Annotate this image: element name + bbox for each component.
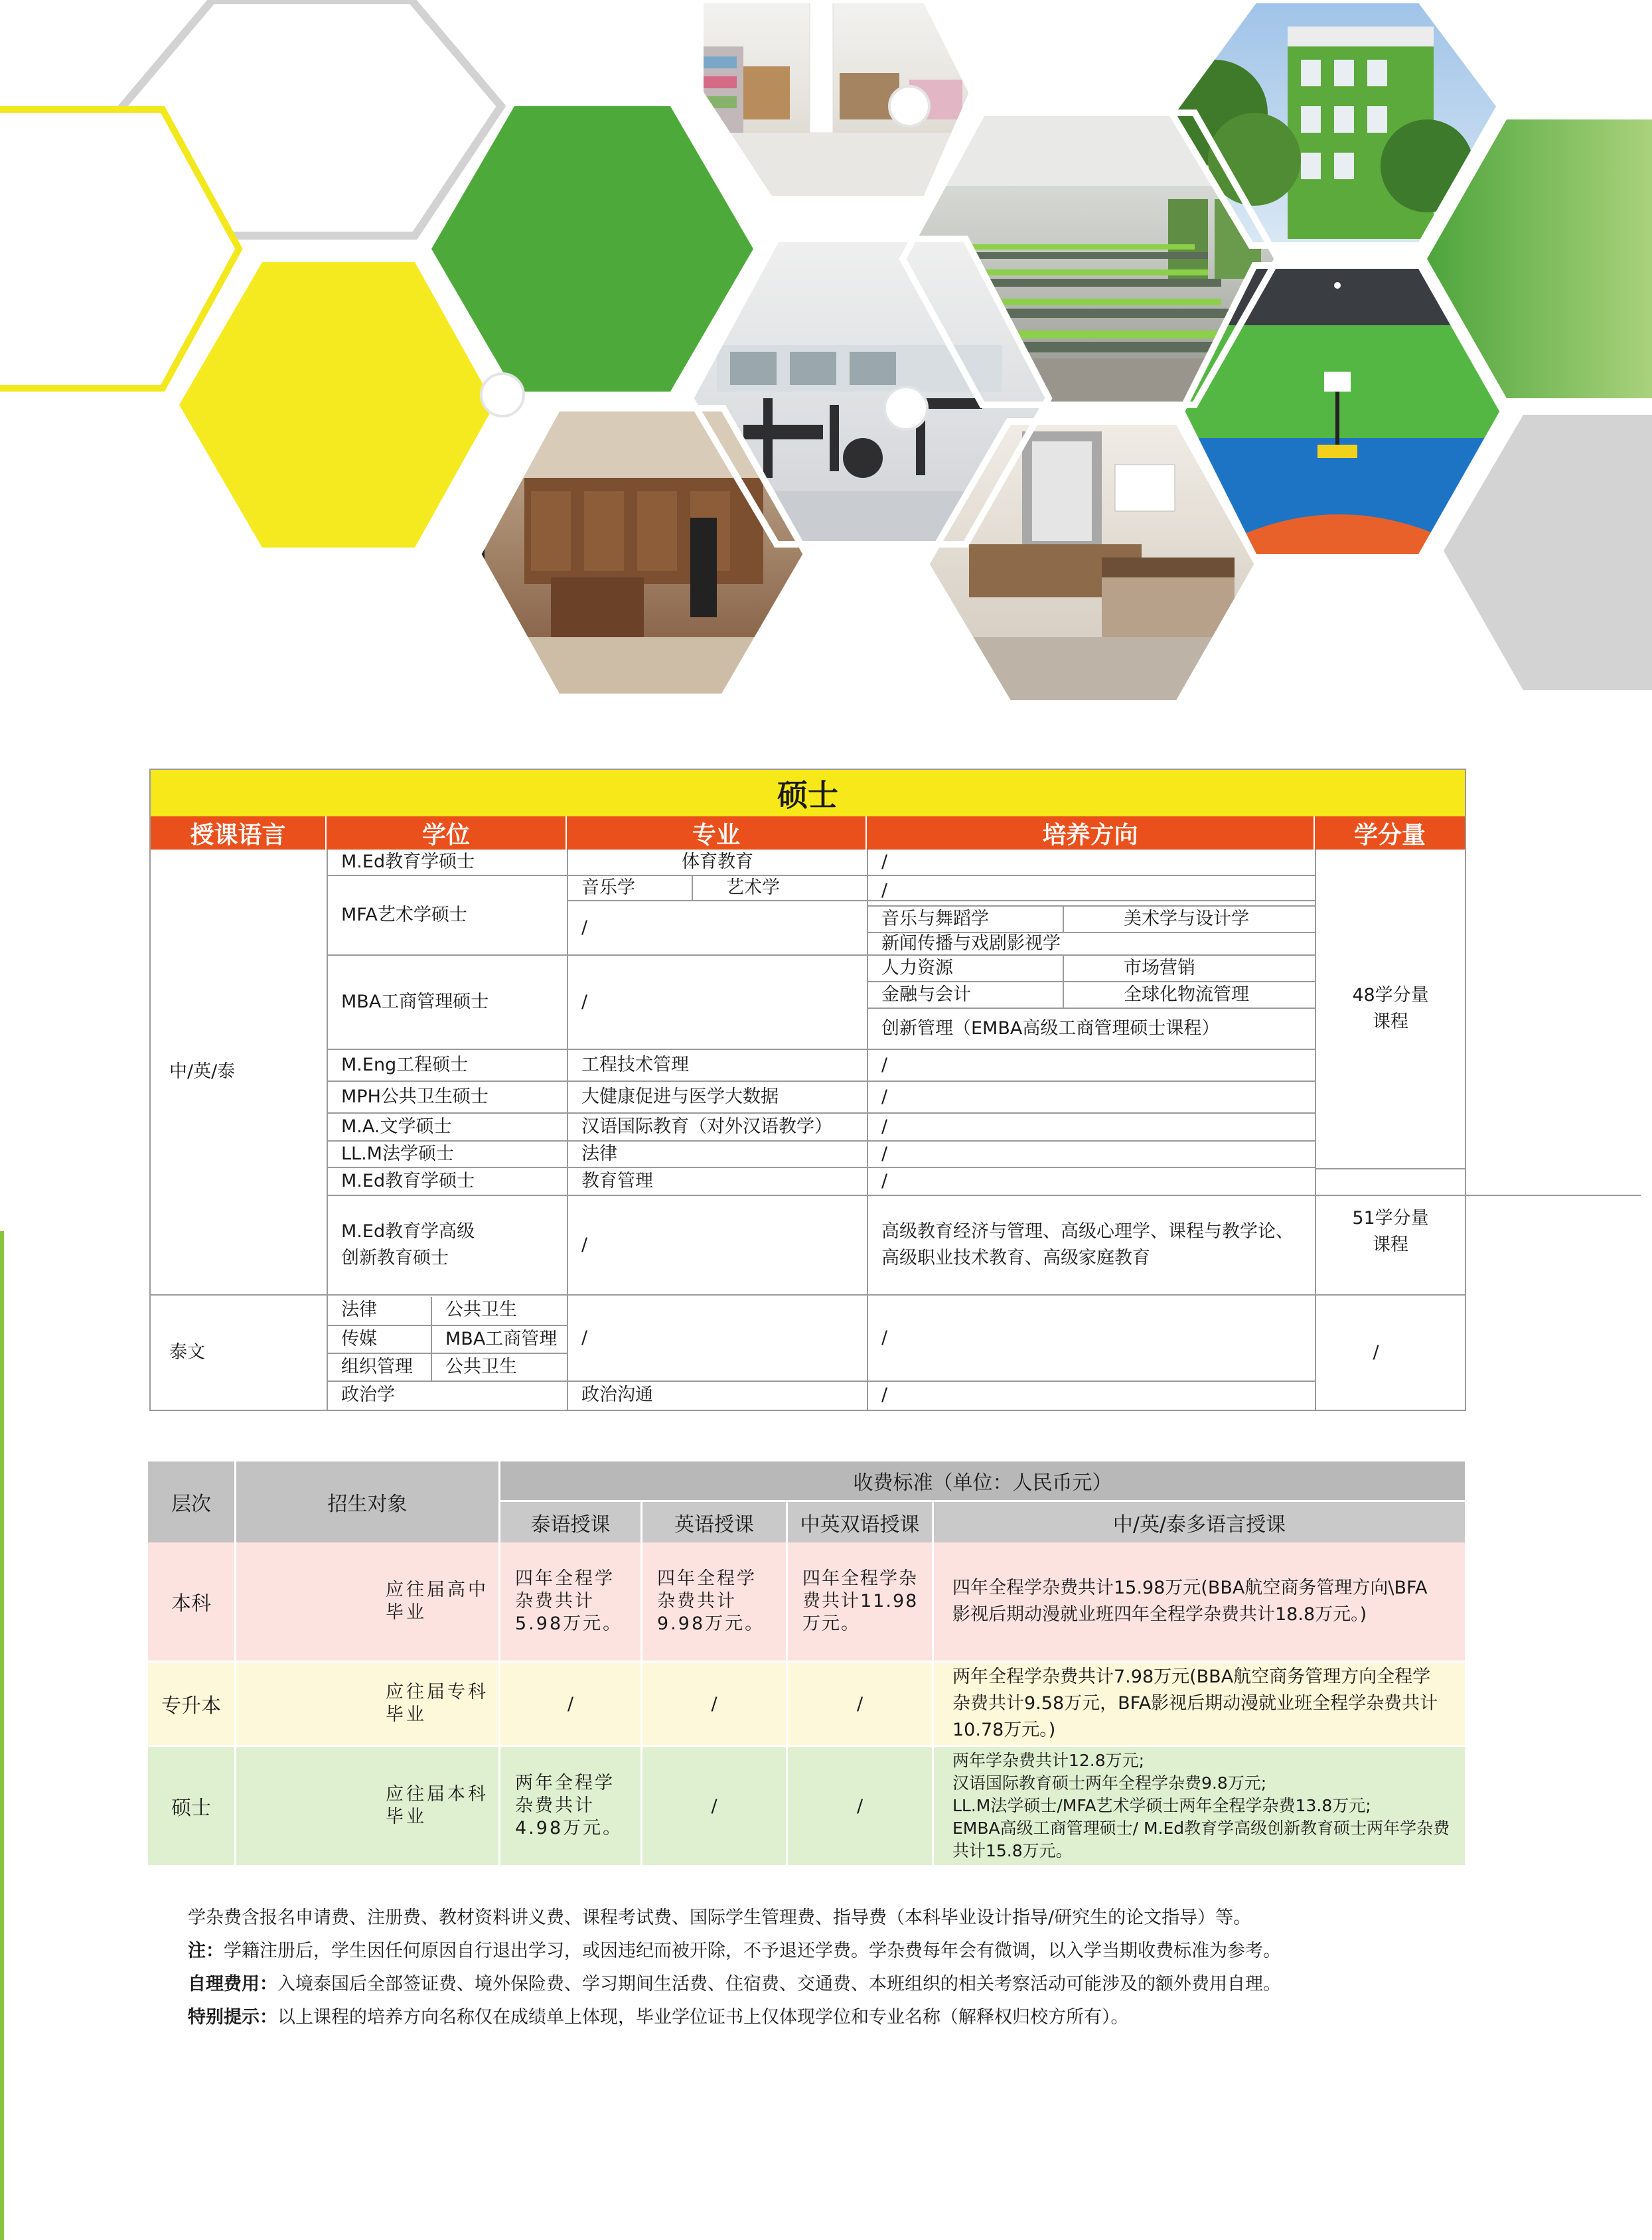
fee-row-master-bilingual: / bbox=[856, 1795, 864, 1817]
dir-thai-slash: / bbox=[881, 1327, 888, 1348]
major-pe: 体育教育 bbox=[682, 852, 753, 872]
thai-degree-media: 传媒 bbox=[341, 1329, 377, 1349]
degree-med: M.Ed教育学硕士 bbox=[341, 852, 475, 872]
note-fee-includes: 学杂费含报名申请费、注册费、教材资料讲义费、课程考试费、国际学生管理费、指导费（本科毕业设计指导/研究生的论文指导）等。 bbox=[188, 1907, 1252, 1928]
major-politics-comm: 政治沟通 bbox=[581, 1384, 653, 1405]
degree-llm: LL.M法学硕士 bbox=[341, 1144, 454, 1164]
thai-degree-mba: MBA工商管理 bbox=[445, 1329, 558, 1349]
dir-journalism: 新闻传播与戏剧影视学 bbox=[881, 933, 1061, 954]
dir-marketing: 市场营销 bbox=[1124, 958, 1195, 978]
credits-48: 48学分量 课程 bbox=[1352, 985, 1429, 1032]
lang-cn-en-th: 中/英/泰 bbox=[169, 1061, 236, 1082]
degree-mph: MPH公共卫生硕士 bbox=[341, 1086, 488, 1107]
degree-ma: M.A.文学硕士 bbox=[341, 1116, 452, 1137]
degree-mba: MBA工商管理硕士 bbox=[341, 992, 489, 1012]
degree-meng: M.Eng工程硕士 bbox=[341, 1055, 469, 1075]
fee-header-target: 招生对象 bbox=[236, 1461, 498, 1542]
fee-sub-multilingual: 中/英/泰多语言授课 bbox=[934, 1502, 1465, 1542]
fee-row-upgrade-bilingual: / bbox=[856, 1693, 864, 1714]
major-health: 大健康促进与医学大数据 bbox=[581, 1086, 779, 1107]
fee-row-upgrade-level: 专升本 bbox=[161, 1694, 221, 1718]
fee-row-upgrade-multilingual: 两年全程学杂费共计7.98万元(BBA航空商务管理方向全程学杂费共计9.58万元，BFA影视后期动漫就业班全程学杂费共计10.78万元。) bbox=[952, 1667, 1438, 1740]
fee-row-bachelor-bilingual: 四年全程学杂费共计11.98万元。 bbox=[802, 1568, 919, 1634]
dir-logistics: 全球化物流管理 bbox=[1124, 984, 1249, 1005]
fee-row-master-multilingual: 两年学杂费共计12.8万元; 汉语国际教育硕士两年全程学杂费9.8万元; LL.M法学硕士/MFA艺术学硕士两年全程学杂费13.8万元; EMBA高级工商管理硕士/ M.Ed教育学高级创新教育硕士两年学杂费共计15.8万元。 bbox=[952, 1751, 1450, 1860]
major-art: 艺术学 bbox=[726, 877, 780, 898]
thai-degree-law: 法律 bbox=[341, 1300, 377, 1320]
thai-degree-public-health-2: 公共卫生 bbox=[445, 1357, 517, 1377]
note-special bbox=[188, 2001, 1449, 2034]
major-mba-slash: / bbox=[581, 992, 588, 1012]
fee-row-bachelor-target: 应往届高中毕业 bbox=[386, 1580, 488, 1623]
header-language: 授课语言 bbox=[151, 816, 327, 850]
fee-row-master-level: 硕士 bbox=[171, 1797, 211, 1820]
dir-politics-slash: / bbox=[881, 1384, 888, 1405]
fee-row-master-target: 应往届本科毕业 bbox=[386, 1784, 488, 1827]
note-self-paid-label: 自理费用： bbox=[188, 1974, 277, 1994]
left-edge-green-bar bbox=[0, 1231, 4, 2240]
hexagon-photo-collage bbox=[0, 0, 1652, 704]
hex-green bbox=[431, 106, 753, 392]
fee-row-upgrade-english: / bbox=[711, 1693, 717, 1714]
major-law: 法律 bbox=[581, 1144, 617, 1164]
dir-med-slash: / bbox=[881, 852, 888, 872]
major-med-adv-slash: / bbox=[581, 1234, 588, 1255]
note-refund bbox=[188, 1935, 1449, 1968]
fee-header-level: 层次 bbox=[148, 1461, 234, 1542]
dir-med2-slash: / bbox=[881, 1171, 888, 1191]
major-edu-mgmt: 教育管理 bbox=[581, 1171, 653, 1191]
fee-row-upgrade-target: 应往届专科毕业 bbox=[386, 1682, 488, 1725]
dir-finance: 金融与会计 bbox=[881, 984, 971, 1005]
fee-row-upgrade-thai: / bbox=[567, 1693, 574, 1714]
hex-yellow bbox=[179, 262, 494, 548]
major-mfa-slash: / bbox=[581, 917, 588, 938]
header-credits: 学分量 bbox=[1315, 816, 1465, 850]
fee-sub-bilingual: 中英双语授课 bbox=[788, 1502, 932, 1542]
major-music: 音乐学 bbox=[581, 877, 635, 898]
header-direction: 培养方向 bbox=[867, 816, 1315, 850]
note-special-label: 特别提示： bbox=[188, 2007, 277, 2028]
note-refund-label: 注： bbox=[188, 1941, 224, 1961]
major-chinese: 汉语国际教育（对外汉语教学） bbox=[581, 1116, 832, 1137]
dir-llm-slash: / bbox=[881, 1144, 888, 1164]
credits-thai-slash: / bbox=[1373, 1342, 1379, 1363]
dir-music-dance: 音乐与舞蹈学 bbox=[881, 909, 989, 929]
note-refund-text: 学籍注册后，学生因任何原因自行退出学习，或因违纪而被开除，不予退还学费。学杂费每年会有微调，以入学当期收费标准为参考。 bbox=[224, 1941, 1281, 1961]
dir-hr: 人力资源 bbox=[881, 958, 953, 978]
dir-innovation: 创新管理（EMBA高级工商管理硕士课程） bbox=[881, 1018, 1220, 1039]
dir-ma-slash: / bbox=[881, 1116, 888, 1137]
fee-row-bachelor-level: 本科 bbox=[171, 1592, 211, 1615]
dir-fine-art: 美术学与设计学 bbox=[1124, 909, 1249, 929]
fee-row-bachelor-multilingual: 四年全程学杂费共计15.98万元(BBA航空商务管理方向\BFA影视后期动漫就业班四年全程学杂费共计18.8万元。) bbox=[952, 1578, 1428, 1625]
thai-degree-public-health: 公共卫生 bbox=[445, 1300, 517, 1320]
fee-notes bbox=[188, 1902, 1449, 2034]
dir-meng-slash: / bbox=[881, 1055, 888, 1075]
fee-row-bachelor-thai: 四年全程学杂费共计5.98万元。 bbox=[515, 1568, 623, 1634]
fee-row-master-english: / bbox=[711, 1795, 717, 1817]
degree-med-advanced: M.Ed教育学高级 创新教育硕士 bbox=[341, 1221, 475, 1268]
dir-mph-slash: / bbox=[881, 1086, 888, 1107]
major-thai-slash: / bbox=[581, 1327, 588, 1348]
fee-sub-english: 英语授课 bbox=[642, 1502, 786, 1542]
fee-row-bachelor-english: 四年全程学杂费共计9.98万元。 bbox=[657, 1568, 765, 1634]
tuition-fee-table bbox=[148, 1461, 1465, 1866]
masters-table-title: 硕士 bbox=[151, 770, 1465, 816]
thai-degree-politics: 政治学 bbox=[341, 1384, 395, 1405]
note-special-text: 以上课程的培养方向名称仅在成绩单上体现，毕业学位证书上仅体现学位和专业名称（解释权归校方所有）。 bbox=[277, 2007, 1129, 2028]
header-major: 专业 bbox=[567, 816, 867, 850]
degree-mfa: MFA艺术学硕士 bbox=[341, 905, 467, 925]
masters-programs-table bbox=[149, 769, 1466, 1411]
note-self-paid bbox=[188, 1968, 1449, 2001]
lang-thai: 泰文 bbox=[169, 1342, 205, 1363]
degree-med-2: M.Ed教育学硕士 bbox=[341, 1171, 475, 1191]
thai-degree-org-mgmt: 组织管理 bbox=[341, 1357, 413, 1377]
fee-sub-thai: 泰语授课 bbox=[500, 1502, 640, 1542]
note-self-paid-text: 入境泰国后全部签证费、境外保险费、学习期间生活费、住宿费、交通费、本班组织的相关考察活动可能涉及的额外费用自理。 bbox=[277, 1974, 1281, 1994]
major-eng-mgmt: 工程技术管理 bbox=[581, 1055, 689, 1075]
dir-mfa-slash: / bbox=[881, 880, 888, 901]
credits-51: 51学分量 课程 bbox=[1352, 1208, 1429, 1255]
fee-header-standard: 收费标准（单位：人民币元） bbox=[500, 1461, 1465, 1500]
dir-advanced-edu: 高级教育经济与管理、高级心理学、课程与教学论、 高级职业技术教育、高级家庭教育 bbox=[881, 1221, 1294, 1268]
header-degree: 学位 bbox=[327, 816, 567, 850]
fee-row-master-thai: 两年全程学杂费共计4.98万元。 bbox=[515, 1773, 623, 1838]
